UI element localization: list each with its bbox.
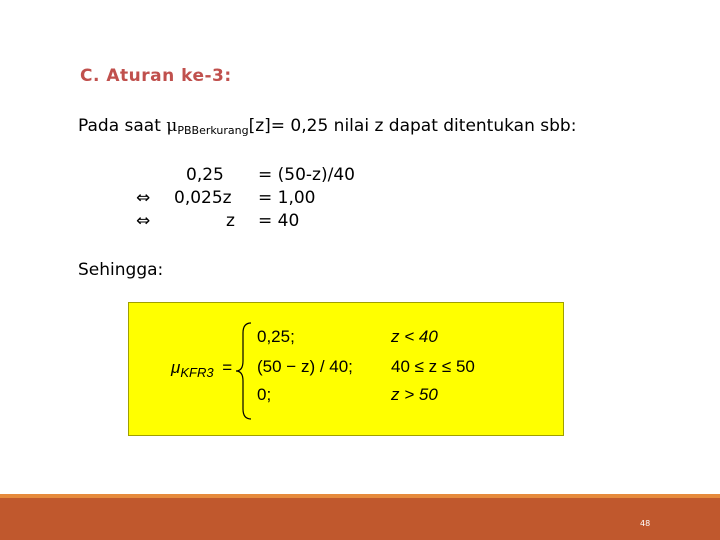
case-cond-2: 40 ≤ z ≤ 50 <box>391 357 475 376</box>
mu-symbol: μ <box>171 358 181 377</box>
step-rhs: = 40 <box>258 211 300 231</box>
equivalence-arrow: ⇔ <box>136 188 151 208</box>
section-heading: C. Aturan ke-3: <box>80 66 232 86</box>
step-lhs: 0,25 <box>186 165 224 185</box>
intro-suffix: [z]= 0,25 nilai z dapat ditentukan sbb: <box>248 116 577 136</box>
case-cond-3: z > 50 <box>391 385 438 404</box>
case-expr-3: 0; <box>257 385 272 404</box>
intro-sentence <box>78 116 576 137</box>
step-rhs: = (50-z)/40 <box>258 165 355 185</box>
step-lhs: 0,025z <box>174 188 232 208</box>
case-expr-1: 0,25; <box>257 327 295 346</box>
left-brace-icon <box>233 321 255 421</box>
function-subscript: KFR3 <box>180 365 214 380</box>
mu-symbol: μ <box>166 116 178 136</box>
step-rhs: = 1,00 <box>258 188 316 208</box>
conclusion-label: Sehingga: <box>78 260 164 280</box>
page-number: 48 <box>640 519 651 528</box>
mu-subscript: PBBerkurang <box>177 124 249 137</box>
equivalence-arrow: ⇔ <box>136 211 151 231</box>
footer-bar <box>0 498 720 540</box>
equals-sign: = <box>222 358 233 377</box>
membership-function-box <box>128 302 564 436</box>
case-cond-1: z < 40 <box>391 327 438 346</box>
intro-prefix: Pada saat <box>78 116 167 136</box>
case-expr-2: (50 − z) / 40; <box>257 357 353 376</box>
step-lhs: z <box>226 211 235 231</box>
function-label <box>171 358 232 380</box>
